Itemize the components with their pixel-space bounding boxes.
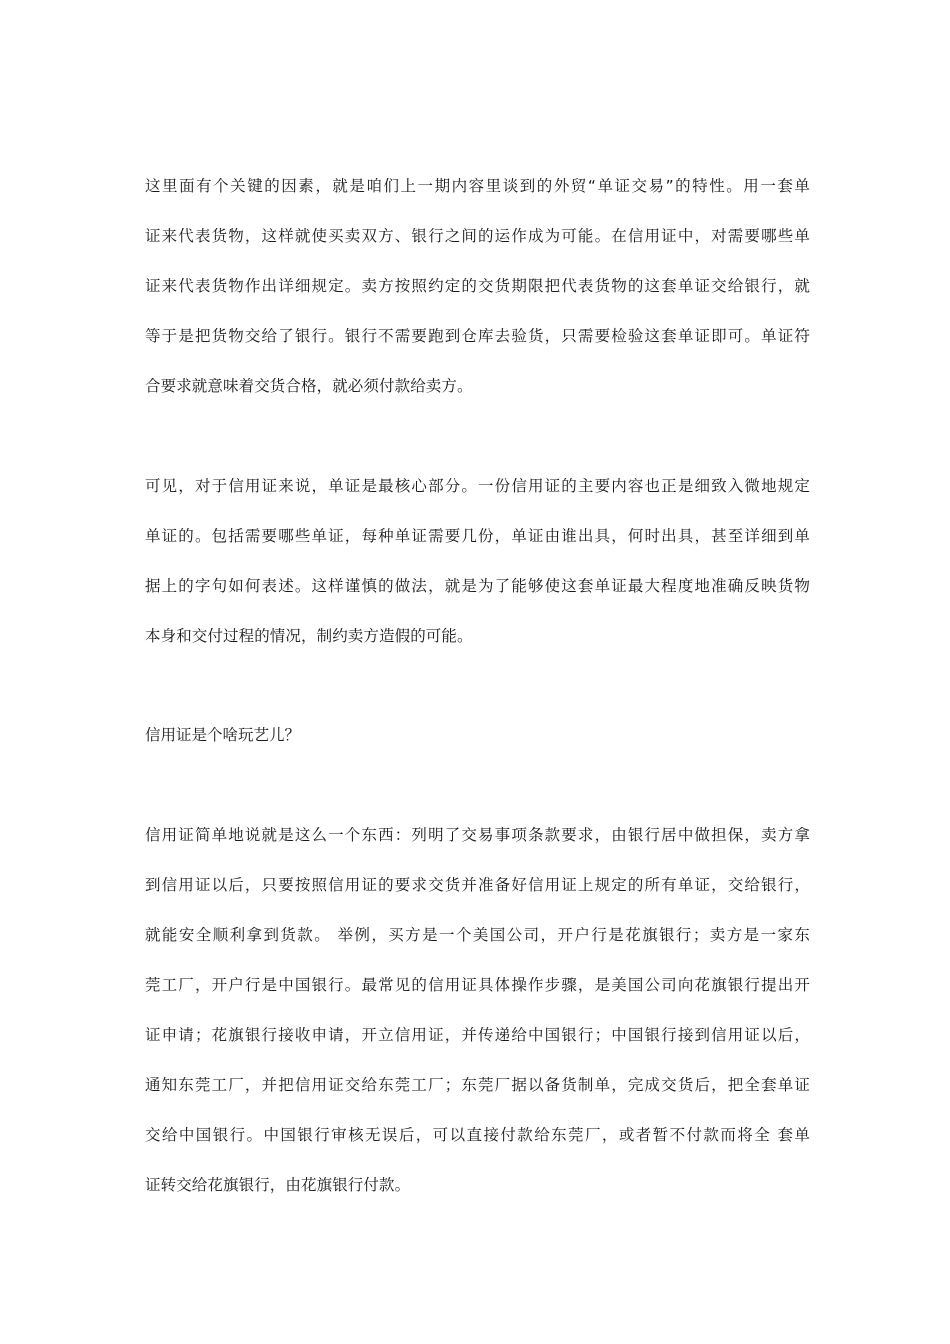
section-heading [145, 710, 810, 760]
heading-text: 信用证是个啥玩艺儿？ [145, 726, 301, 744]
paragraph-line: 单证的。包括需要哪些单证，每种单证需要几份，单证由谁出具，何时出具，甚至详细到单 [145, 527, 810, 545]
paragraph-line: 证来代表货物作出详细规定。卖方按照约定的交货期限把代表货物的这套单证交给银行，就 [145, 277, 810, 295]
paragraph-documentary-trade [145, 161, 810, 411]
paragraph-line: 信用证简单地说就是这么一个东西：列明了交易事项条款要求，由银行居中做担保，卖方拿 [145, 826, 810, 844]
paragraph-line: 到信用证以后，只要按照信用证的要求交货并准备好信用证上规定的所有单证，交给银行， [145, 876, 810, 894]
paragraph-line: 这里面有个关键的因素，就是咱们上一期内容里谈到的外贸“单证交易”的特性。用一套单 [145, 177, 810, 195]
paragraph-documents-core [145, 461, 810, 661]
paragraph-line: 证申请；花旗银行接收申请，开立信用证，并传递给中国银行；中国银行接到信用证以后， [145, 1026, 810, 1044]
paragraph-line: 通知东莞工厂，并把信用证交给东莞工厂；东莞厂据以备货制单，完成交货后，把全套单证 [145, 1076, 810, 1094]
paragraph-line: 证来代表货物，这样就使买卖双方、银行之间的运作成为可能。在信用证中，对需要哪些单 [145, 227, 810, 245]
paragraph-line: 据上的字句如何表述。这样谨慎的做法，就是为了能够使这套单证最大程度地准确反映货物 [145, 577, 810, 595]
paragraph-letter-of-credit [145, 810, 810, 1210]
paragraph-line: 交给中国银行。中国银行审核无误后，可以直接付款给东莞厂，或者暂不付款而将全 套单 [145, 1126, 810, 1144]
paragraph-line: 合要求就意味着交货合格，就必须付款给卖方。 [145, 377, 473, 395]
paragraph-line: 证转交给花旗银行，由花旗银行付款。 [145, 1176, 411, 1194]
paragraph-line: 本身和交付过程的情况，制约卖方造假的可能。 [145, 627, 473, 645]
paragraph-line: 莞工厂，开户行是中国银行。最常见的信用证具体操作步骤，是美国公司向花旗银行提出开 [145, 976, 810, 994]
paragraph-line: 可见，对于信用证来说，单证是最核心部分。一份信用证的主要内容也正是细致入微地规定 [145, 477, 810, 495]
paragraph-line: 就能安全顺利拿到货款。 举例，买方是一个美国公司，开户行是花旗银行；卖方是一家东 [145, 926, 810, 944]
paragraph-line: 等于是把货物交给了银行。银行不需要跑到仓库去验货，只需要检验这套单证即可。单证符 [145, 327, 810, 345]
